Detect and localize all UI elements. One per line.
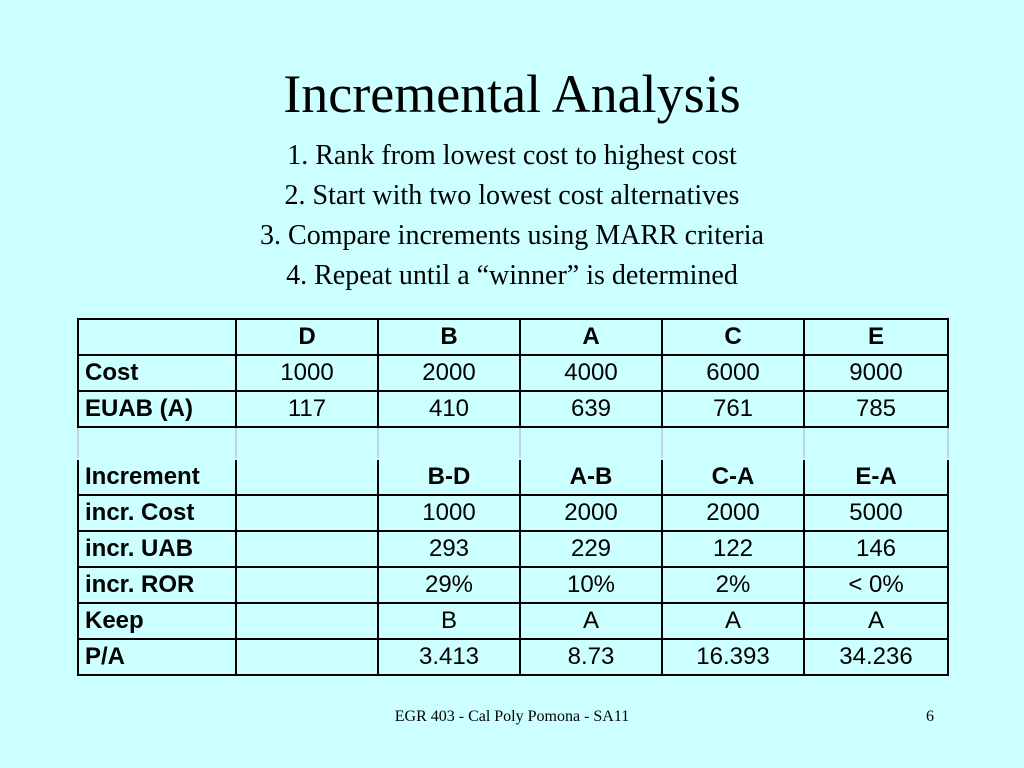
row-label: incr. UAB: [78, 531, 236, 567]
spacer-cell: [804, 427, 948, 459]
step-item: 4. Repeat until a “winner” is determined: [286, 260, 738, 291]
table-cell: 9000: [804, 355, 948, 391]
increment-header-row: [78, 459, 948, 495]
table-cell: 3.413: [378, 639, 520, 675]
table-cell: 10%: [520, 567, 662, 603]
table-row: [78, 355, 948, 391]
header-cell: B: [378, 319, 520, 355]
table-cell: 410: [378, 391, 520, 427]
header-cell: D: [236, 319, 378, 355]
table-cell: 6000: [662, 355, 804, 391]
header-cell: [236, 459, 378, 495]
table-cell: 122: [662, 531, 804, 567]
table-row: [78, 567, 948, 603]
table-cell: [236, 603, 378, 639]
table-cell: 2%: [662, 567, 804, 603]
table-cell: [236, 567, 378, 603]
alternatives-header-row: [78, 319, 948, 355]
row-label: Cost: [78, 355, 236, 391]
row-label: incr. ROR: [78, 567, 236, 603]
table-cell: < 0%: [804, 567, 948, 603]
header-cell: C: [662, 319, 804, 355]
step-item: 1. Rank from lowest cost to highest cost: [287, 140, 737, 171]
table-row: [78, 391, 948, 427]
table-cell: 4000: [520, 355, 662, 391]
table-cell: 34.236: [804, 639, 948, 675]
table-cell: 1000: [236, 355, 378, 391]
table-cell: 8.73: [520, 639, 662, 675]
table-cell: 639: [520, 391, 662, 427]
header-cell: C-A: [662, 459, 804, 495]
incremental-analysis-table: [77, 318, 949, 676]
table-cell: 2000: [378, 355, 520, 391]
row-label: Keep: [78, 603, 236, 639]
header-cell: [78, 319, 236, 355]
table-cell: 16.393: [662, 639, 804, 675]
step-item: 3. Compare increments using MARR criteria: [260, 220, 764, 251]
table-cell: 229: [520, 531, 662, 567]
spacer-cell: [378, 427, 520, 459]
table-cell: 5000: [804, 495, 948, 531]
table-cell: 293: [378, 531, 520, 567]
row-label: Increment: [78, 459, 236, 495]
table-cell: 785: [804, 391, 948, 427]
table-row: [78, 639, 948, 675]
table-cell: [236, 495, 378, 531]
table-cell: 1000: [378, 495, 520, 531]
table-cell: A: [662, 603, 804, 639]
table-cell: 761: [662, 391, 804, 427]
steps-list: [0, 136, 1024, 296]
header-cell: E-A: [804, 459, 948, 495]
table-cell: A: [520, 603, 662, 639]
table-cell: 117: [236, 391, 378, 427]
header-cell: B-D: [378, 459, 520, 495]
spacer-cell: [236, 427, 378, 459]
table-cell: A: [804, 603, 948, 639]
table-cell: 29%: [378, 567, 520, 603]
spacer-cell: [662, 427, 804, 459]
header-cell: A-B: [520, 459, 662, 495]
row-label: incr. Cost: [78, 495, 236, 531]
header-cell: A: [520, 319, 662, 355]
slide-title: Incremental Analysis: [283, 64, 741, 124]
table-row: [78, 495, 948, 531]
step-item: 2. Start with two lowest cost alternatives: [284, 180, 740, 211]
table-row: [78, 531, 948, 567]
header-cell: E: [804, 319, 948, 355]
table-cell: [236, 639, 378, 675]
table-cell: 2000: [662, 495, 804, 531]
spacer-cell: [78, 427, 236, 459]
spacer-row: [78, 427, 948, 459]
table-cell: B: [378, 603, 520, 639]
table-cell: 2000: [520, 495, 662, 531]
slide-footer: EGR 403 - Cal Poly Pomona - SA11: [394, 708, 630, 725]
table-row: [78, 603, 948, 639]
row-label: P/A: [78, 639, 236, 675]
row-label: EUAB (A): [78, 391, 236, 427]
spacer-cell: [520, 427, 662, 459]
page-number: 6: [926, 708, 934, 725]
table-cell: [236, 531, 378, 567]
table-cell: 146: [804, 531, 948, 567]
